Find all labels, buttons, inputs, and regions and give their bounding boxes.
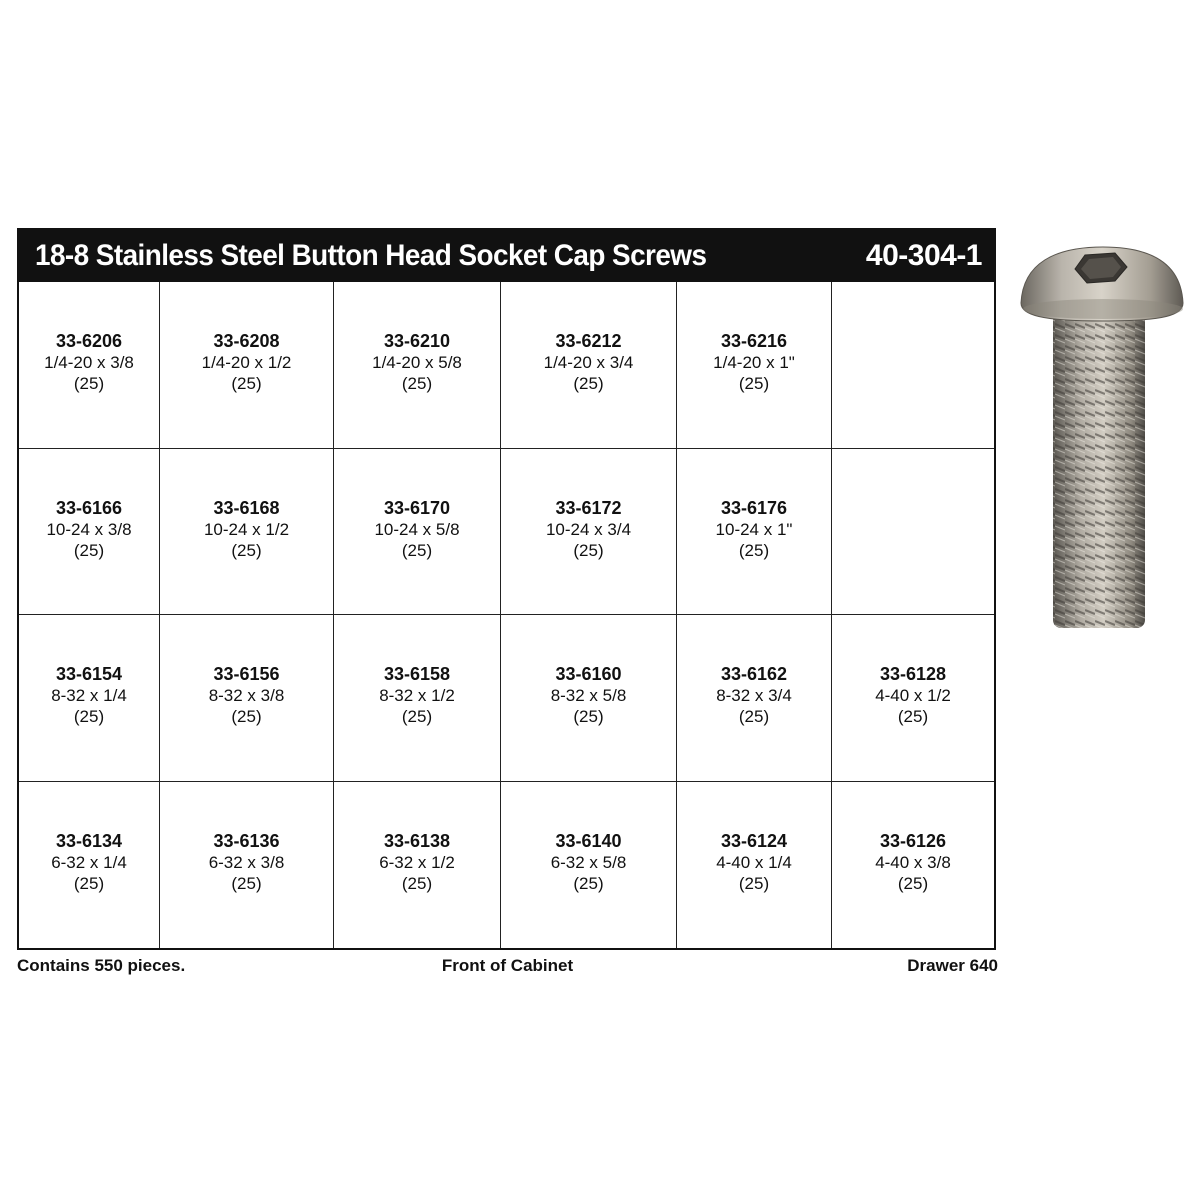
part-cell [677, 615, 832, 782]
part-cell [160, 615, 334, 782]
quantity: (25) [897, 874, 929, 894]
part-cell [334, 449, 501, 616]
part-number: 33-6128 [879, 664, 947, 685]
quantity: (25) [231, 707, 262, 727]
screw-size: 6-32 x 3/8 [208, 853, 285, 873]
part-number: 33-6158 [383, 664, 451, 685]
screw-size: 8-32 x 1/4 [51, 686, 127, 706]
part-cell [501, 282, 677, 449]
part-cell [334, 282, 501, 449]
part-number: 33-6154 [55, 664, 123, 685]
part-number: 33-6176 [720, 497, 788, 518]
part-cell [160, 282, 334, 449]
quantity: (25) [231, 374, 262, 394]
screw-size: 10-24 x 3/8 [46, 519, 132, 539]
screw-size: 10-24 x 5/8 [374, 519, 460, 539]
kit-number: 40-304-1 [865, 239, 982, 272]
part-cell [501, 615, 677, 782]
screw-size: 8-32 x 5/8 [550, 686, 627, 706]
drawer-label-chart [17, 228, 996, 950]
quantity: (25) [573, 540, 604, 560]
part-cell [832, 782, 994, 949]
part-number: 33-6206 [55, 331, 123, 352]
part-cell [501, 449, 677, 616]
screw-size: 8-32 x 3/8 [208, 686, 285, 706]
part-cell [677, 282, 832, 449]
screw-size: 6-32 x 1/4 [51, 853, 127, 873]
part-cell [19, 282, 160, 449]
screw-size: 1/4-20 x 1" [713, 353, 795, 373]
part-cell [19, 782, 160, 949]
part-number: 33-6162 [720, 664, 788, 685]
quantity: (25) [897, 707, 929, 727]
quantity: (25) [738, 374, 770, 394]
screw-size: 10-24 x 3/4 [545, 519, 632, 539]
part-number: 33-6168 [213, 497, 280, 518]
parts-grid [19, 282, 994, 948]
part-cell [677, 449, 832, 616]
part-number: 33-6166 [55, 497, 123, 518]
screw-size: 6-32 x 5/8 [550, 853, 627, 873]
screw-size: 8-32 x 1/2 [379, 686, 455, 706]
part-number: 33-6216 [720, 331, 788, 352]
quantity: (25) [573, 874, 604, 894]
part-number: 33-6208 [213, 331, 280, 352]
part-number: 33-6140 [555, 831, 622, 852]
quantity: (25) [73, 874, 105, 894]
part-number: 33-6134 [55, 831, 123, 852]
part-number: 33-6138 [383, 831, 451, 852]
screw-size: 1/4-20 x 3/8 [44, 353, 134, 373]
quantity: (25) [738, 874, 770, 894]
part-number: 33-6126 [879, 831, 947, 852]
quantity: (25) [573, 707, 604, 727]
screw-size: 4-40 x 1/4 [716, 853, 792, 873]
drawer-number: Drawer 640 [907, 956, 998, 975]
part-cell [832, 615, 994, 782]
part-cell [501, 782, 677, 949]
quantity: (25) [401, 707, 433, 727]
screw-size: 10-24 x 1/2 [203, 519, 290, 539]
screw-size: 4-40 x 3/8 [875, 853, 951, 873]
screw-size: 10-24 x 1" [715, 519, 793, 539]
screw-size: 8-32 x 3/4 [716, 686, 792, 706]
part-number: 33-6210 [383, 331, 451, 352]
quantity: (25) [231, 874, 262, 894]
quantity: (25) [573, 374, 604, 394]
part-number: 33-6212 [555, 331, 622, 352]
part-cell [19, 449, 160, 616]
empty-cell [832, 449, 994, 616]
button-head-screw-icon [1015, 245, 1190, 635]
screw-size: 6-32 x 1/2 [379, 853, 455, 873]
screw-size: 1/4-20 x 1/2 [201, 353, 292, 373]
quantity: (25) [73, 374, 105, 394]
screw-size: 1/4-20 x 3/4 [543, 353, 634, 373]
screw-size: 1/4-20 x 5/8 [372, 353, 462, 373]
quantity: (25) [401, 874, 433, 894]
quantity: (25) [401, 374, 433, 394]
quantity: (25) [73, 707, 105, 727]
part-number: 33-6170 [383, 497, 451, 518]
part-cell [334, 615, 501, 782]
piece-count: Contains 550 pieces. [17, 956, 186, 975]
part-cell [19, 615, 160, 782]
quantity: (25) [401, 540, 433, 560]
part-cell [160, 449, 334, 616]
part-cell [677, 782, 832, 949]
screw-size: 4-40 x 1/2 [875, 686, 951, 706]
quantity: (25) [738, 540, 770, 560]
cabinet-location: Front of Cabinet [441, 956, 574, 975]
quantity: (25) [738, 707, 770, 727]
part-number: 33-6136 [213, 831, 280, 852]
part-number: 33-6156 [213, 664, 280, 685]
chart-footer [17, 956, 998, 980]
part-cell [160, 782, 334, 949]
chart-title: 18-8 Stainless Steel Button Head Socket Cap Screws [35, 239, 707, 272]
empty-cell [832, 282, 994, 449]
quantity: (25) [73, 540, 105, 560]
quantity: (25) [231, 540, 262, 560]
part-number: 33-6124 [720, 831, 788, 852]
chart-header [19, 230, 994, 282]
part-cell [334, 782, 501, 949]
part-number: 33-6160 [555, 664, 622, 685]
part-number: 33-6172 [555, 497, 622, 518]
